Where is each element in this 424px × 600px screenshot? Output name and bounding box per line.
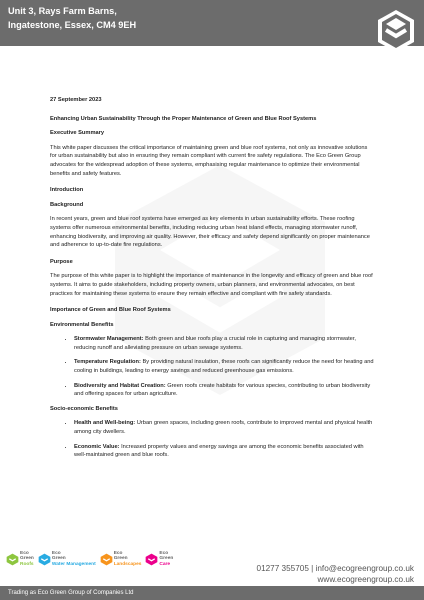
- benefit-label: Economic Value:: [74, 443, 120, 450]
- contact-info: [257, 563, 414, 585]
- brand-logos: [6, 551, 173, 567]
- brand-line1: Eco: [159, 551, 169, 556]
- eco-green-logo-icon: [376, 8, 416, 56]
- brand-eco-green-water: [38, 551, 96, 567]
- list-item: [74, 335, 374, 352]
- brand-line2: Green: [20, 556, 34, 562]
- brand-line1: Eco: [20, 551, 29, 556]
- brand-line3: Landscapes: [113, 561, 142, 567]
- socio-economic-list: [50, 419, 374, 459]
- benefit-label: Health and Well-being:: [74, 420, 136, 427]
- list-item: [74, 358, 374, 375]
- environmental-benefits-list: [50, 335, 374, 399]
- footer: [0, 545, 424, 600]
- brand-hexagon-icon: [145, 553, 158, 566]
- benefit-text: Both green and blue roofs play a crucial role in capturing and managing stormwater, reducing runoff and alleviating pressure on urban sewage systems.: [74, 336, 356, 351]
- brand-line3: Care: [159, 561, 171, 567]
- background-heading: Background: [50, 201, 84, 208]
- document-title: Enhancing Urban Sustainability Through the Proper Maintenance of Green and Blue Roof Systems: [50, 115, 317, 122]
- brand-hexagon-icon: [100, 553, 113, 566]
- executive-summary-text: This white paper discusses the critical importance of maintaining green and blue roof systems, not only as innovative solutions for urban sustainability but also in ensuring they remain compliant with current fire safety regulations. The Eco Green Group advocates for the widespread adoption of these systems, emphasising regular maintenance to optimize their environmental benefits and safety features.: [50, 144, 368, 177]
- contact-phone-email[interactable]: 01277 355705 | info@ecogreengroup.co.uk: [256, 564, 414, 573]
- brand-hexagon-icon: [38, 553, 51, 566]
- benefit-text: Urban green spaces, including green roofs, contribute to improved mental and physical health among city dwellers.: [74, 420, 373, 436]
- brand-eco-green-roofs: [6, 551, 34, 567]
- purpose-text: The purpose of this white paper is to highlight the importance of maintenance in the longevity and efficacy of green and blue roof systems. It aims to guide stakeholders, including property owners, urban planners, and environmental advocates, on best practices for maintaining these systems to ensure they remain effective and compliant with fire safety standards.: [50, 273, 373, 297]
- environmental-benefits-heading: Environmental Benefits: [50, 321, 114, 328]
- address-line-1: Unit 3, Rays Farm Barns,: [8, 6, 117, 16]
- header-band: [0, 0, 424, 46]
- document-date: 27 September 2023: [50, 97, 102, 103]
- importance-heading: Importance of Green and Blue Roof Systems: [50, 307, 171, 314]
- brand-line2: Green: [159, 556, 174, 562]
- document-body: [50, 96, 374, 466]
- address-line-2: Ingatestone, Essex, CM4 9EH: [8, 20, 137, 30]
- executive-summary-heading: Executive Summary: [50, 130, 105, 137]
- benefit-label: Biodiversity and Habitat Creation:: [74, 382, 166, 389]
- company-address: [8, 4, 188, 32]
- brand-line3: Water Management: [51, 561, 96, 567]
- benefit-text: By providing natural insulation, these roofs can significantly reduce the need for heating and cooling in buildings, leading to energy savings and reduced greenhouse gas emissions.: [74, 359, 374, 375]
- brand-line2: Green: [113, 556, 128, 562]
- brand-eco-green-care: [145, 551, 173, 567]
- purpose-heading: Purpose: [50, 258, 73, 265]
- benefit-text: Increased property values and energy savings are among the economic benefits associated with well-maintained green and blue roofs.: [74, 443, 364, 459]
- brand-eco-green-landscapes: [100, 551, 142, 567]
- benefit-label: Stormwater Management:: [74, 336, 144, 343]
- introduction-heading: Introduction: [50, 187, 84, 194]
- trading-name: Trading as Eco Green Group of Companies Ltd: [8, 590, 134, 596]
- list-item: [74, 443, 374, 460]
- benefit-text: Green roofs create habitats for various species, contributing to urban biodiversity and offering spaces for urban agriculture.: [74, 382, 371, 398]
- list-item: [74, 419, 374, 436]
- list-item: [74, 382, 374, 399]
- socio-economic-heading: Socio-economic Benefits: [50, 405, 118, 412]
- benefit-label: Temperature Regulation:: [74, 359, 141, 366]
- brand-line1: Eco: [51, 551, 61, 556]
- brand-line1: Eco: [113, 551, 123, 556]
- contact-website[interactable]: www.ecogreengroup.co.uk: [317, 575, 414, 584]
- brand-line2: Green: [51, 556, 66, 562]
- brand-line3: Roofs: [20, 561, 34, 567]
- background-text: In recent years, green and blue roof systems have emerged as key elements in urban sustainability efforts. These roofing systems offer numerous environmental benefits, including reducing urban heat island effects, managing stormwater runoff, enhancing biodiversity, and improving air quality. However, their efficacy and safety depend significantly on proper maintenance and adherence to up-to-date fire regulations.: [50, 216, 370, 249]
- brand-hexagon-icon: [6, 553, 19, 566]
